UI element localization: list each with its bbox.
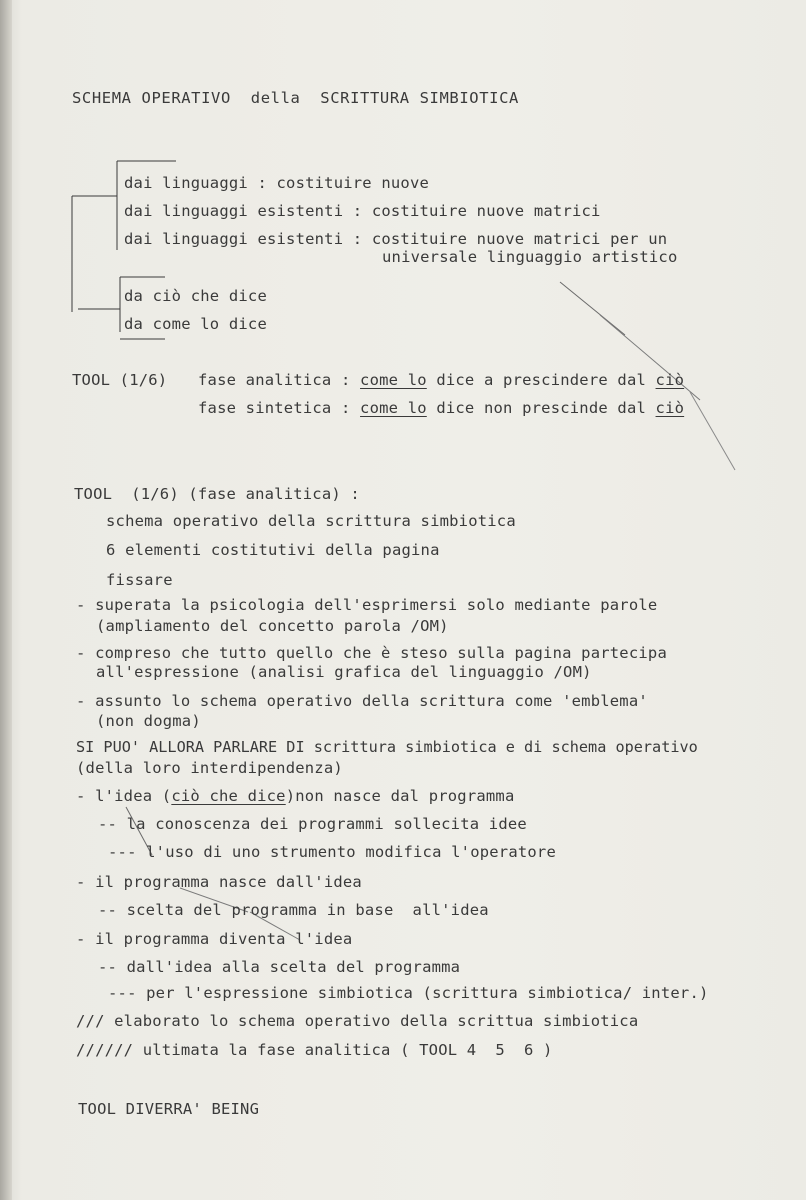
text-line: /// elaborato lo schema operativo della scrittua simbiotica xyxy=(76,1012,639,1030)
text-line: dai linguaggi : costituire nuove xyxy=(124,174,430,192)
text-line: 6 elementi costitutivi della pagina xyxy=(106,541,440,559)
text-line: (non dogma) xyxy=(96,712,201,730)
text-line: da come lo dice xyxy=(124,315,267,333)
text-line: SI PUO' ALLORA PARLARE DI scrittura simbiotica e di schema operativo xyxy=(76,738,698,756)
text-line: --- per l'espressione simbiotica (scrittura simbiotica/ inter.) xyxy=(108,984,709,1002)
tool-label: TOOL (1/6) xyxy=(72,371,168,389)
tool-row-synthetic: fase sintetica : come lo dice non prescinde dal ciò xyxy=(198,399,685,417)
analysis-heading: TOOL (1/6) (fase analitica) : xyxy=(74,485,360,503)
text-line: -- dall'idea alla scelta del programma xyxy=(98,958,461,976)
text-line: - l'idea (ciò che dice)non nasce dal programma xyxy=(76,787,515,805)
text-line: -- la conoscenza dei programmi sollecita idee xyxy=(98,815,527,833)
tool-row-analytic: fase analitica : come lo dice a prescindere dal ciò xyxy=(198,371,685,389)
text-line: dai linguaggi esistenti : costituire nuove matrici xyxy=(124,202,601,220)
text-line: - il programma nasce dall'idea xyxy=(76,873,362,891)
page-title: SCHEMA OPERATIVO della SCRITTURA SIMBIOTICA xyxy=(72,89,519,107)
text-line: fissare xyxy=(106,571,173,589)
footer-line: TOOL DIVERRA' BEING xyxy=(78,1100,260,1118)
text-line: dai linguaggi esistenti : costituire nuove matrici per un xyxy=(124,230,668,248)
text-line: - superata la psicologia dell'esprimersi solo mediante parole xyxy=(76,596,658,614)
text-line: - assunto lo schema operativo della scrittura come 'emblema' xyxy=(76,692,648,710)
text-line: universale linguaggio artistico xyxy=(382,248,678,266)
page-edge-shadow xyxy=(0,0,12,1200)
text-line: schema operativo della scrittura simbiotica xyxy=(106,512,516,530)
text-line: ////// ultimata la fase analitica ( TOOL 4 5 6 ) xyxy=(76,1041,553,1059)
text-line: da ciò che dice xyxy=(124,287,267,305)
text-line: (della loro interdipendenza) xyxy=(76,759,343,777)
text-line: - compreso che tutto quello che è steso sulla pagina partecipa xyxy=(76,644,667,662)
text-line: - il programma diventa l'idea xyxy=(76,930,353,948)
text-line: -- scelta del programma in base all'idea xyxy=(98,901,489,919)
text-line: (ampliamento del concetto parola /OM) xyxy=(96,617,449,635)
text-line: all'espressione (analisi grafica del linguaggio /OM) xyxy=(96,663,592,681)
text-line: --- l'uso di uno strumento modifica l'operatore xyxy=(108,843,556,861)
